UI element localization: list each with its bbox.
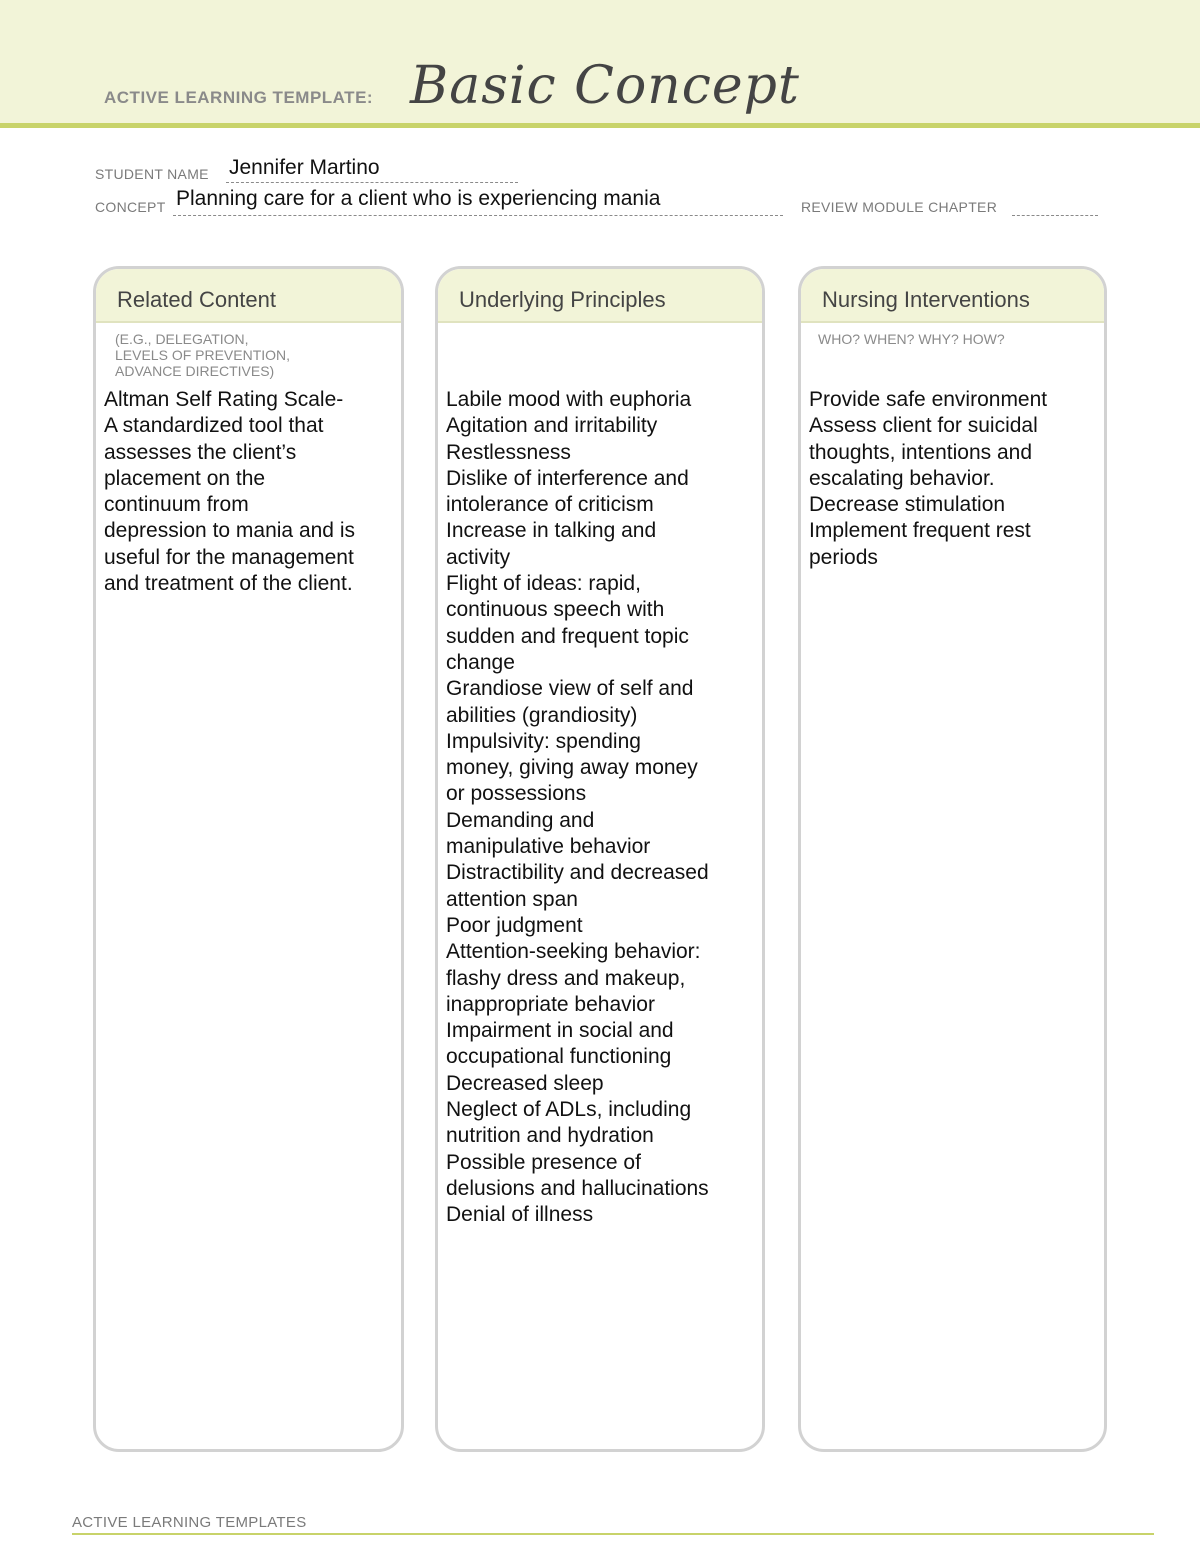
related-content-header — [96, 269, 401, 323]
list-item: delusions and hallucinations — [446, 1176, 709, 1200]
hint-line: (E.G., DELEGATION, — [115, 331, 249, 347]
related-content-title: Related Content — [117, 287, 276, 312]
list-item: occupational functioning — [446, 1045, 672, 1069]
header-divider — [0, 123, 1200, 128]
list-item: Flight of ideas: rapid, — [446, 572, 641, 596]
list-item: Restlessness — [446, 440, 571, 464]
underlying-principles-title: Underlying Principles — [459, 287, 666, 312]
underlying-principles-hint — [438, 323, 762, 387]
list-item: Assess client for suicidal — [809, 414, 1038, 438]
list-item: change — [446, 650, 515, 674]
student-name-underline — [226, 182, 518, 183]
underlying-principles-text[interactable] — [438, 387, 762, 1229]
list-item: depression to mania and is — [104, 519, 355, 543]
list-item: Denial of illness — [446, 1203, 594, 1227]
list-item: manipulative behavior — [446, 835, 651, 859]
list-item: and treatment of the client. — [104, 572, 353, 596]
concept-label: CONCEPT — [95, 199, 166, 215]
list-item: intolerance of criticism — [446, 493, 654, 517]
list-item: Implement frequent rest — [809, 519, 1031, 543]
list-item: escalating behavior. — [809, 466, 995, 490]
list-item: assesses the client’s — [104, 440, 297, 464]
nursing-interventions-box — [798, 266, 1107, 1452]
list-item: continuum from — [104, 493, 249, 517]
list-item: abilities (grandiosity) — [446, 703, 638, 727]
related-content-text[interactable] — [96, 387, 401, 597]
list-item: Impulsivity: spending — [446, 729, 641, 753]
list-item: Dislike of interference and — [446, 466, 689, 490]
hint-line: ADVANCE DIRECTIVES) — [115, 363, 275, 379]
list-item: Altman Self Rating Scale- — [104, 388, 344, 411]
list-item: nutrition and hydration — [446, 1124, 654, 1148]
hint-line: LEVELS OF PREVENTION, — [115, 347, 291, 363]
list-item: Distractibility and decreased — [446, 861, 709, 885]
concept-underline — [173, 215, 783, 216]
nursing-interventions-text[interactable] — [801, 387, 1104, 571]
footer-label: ACTIVE LEARNING TEMPLATES — [72, 1514, 307, 1531]
nursing-interventions-hint — [801, 323, 1104, 387]
list-item: Possible presence of — [446, 1150, 641, 1174]
template-label: ACTIVE LEARNING TEMPLATE: — [104, 88, 374, 107]
review-module-chapter-underline — [1012, 215, 1098, 216]
hint-line: WHO? WHEN? WHY? HOW? — [818, 331, 1005, 347]
nursing-interventions-title: Nursing Interventions — [822, 287, 1030, 312]
related-content-hint — [96, 323, 401, 387]
list-item: A standardized tool that — [104, 414, 324, 438]
list-item: Agitation and irritability — [446, 414, 658, 438]
list-item: Poor judgment — [446, 913, 583, 937]
list-item: or possessions — [446, 782, 587, 806]
underlying-principles-box — [435, 266, 765, 1452]
list-item: Impairment in social and — [446, 1019, 674, 1043]
related-content-box — [93, 266, 404, 1452]
list-item: placement on the — [104, 466, 266, 490]
list-item: Neglect of ADLs, including — [446, 1098, 692, 1122]
review-module-chapter-label: REVIEW MODULE CHAPTER — [801, 199, 998, 215]
list-item: continuous speech with — [446, 598, 665, 622]
list-item: useful for the management — [104, 545, 354, 569]
list-item: Decreased sleep — [446, 1071, 604, 1095]
list-item: Provide safe environment — [809, 388, 1048, 411]
footer-divider — [72, 1533, 1154, 1535]
list-item: Grandiose view of self and — [446, 677, 694, 701]
list-item: Labile mood with euphoria — [446, 388, 692, 411]
nursing-interventions-header — [801, 269, 1104, 323]
underlying-principles-header — [438, 269, 762, 323]
list-item: Decrease stimulation — [809, 493, 1006, 517]
student-name-field[interactable]: Jennifer Martino — [229, 156, 380, 179]
list-item: Demanding and — [446, 808, 595, 832]
list-item: thoughts, intentions and — [809, 440, 1033, 464]
list-item: sudden and frequent topic — [446, 624, 689, 648]
list-item: inappropriate behavior — [446, 992, 655, 1016]
student-name-label: STUDENT NAME — [95, 166, 209, 182]
page-title: Basic Concept — [410, 56, 800, 116]
list-item: attention span — [446, 887, 578, 911]
list-item: periods — [809, 545, 878, 569]
concept-field[interactable]: Planning care for a client who is experiencing mania — [176, 187, 661, 210]
list-item: activity — [446, 545, 511, 569]
list-item: Increase in talking and — [446, 519, 657, 543]
list-item: money, giving away money — [446, 756, 698, 780]
list-item: flashy dress and makeup, — [446, 966, 686, 990]
list-item: Attention-seeking behavior: — [446, 940, 701, 964]
